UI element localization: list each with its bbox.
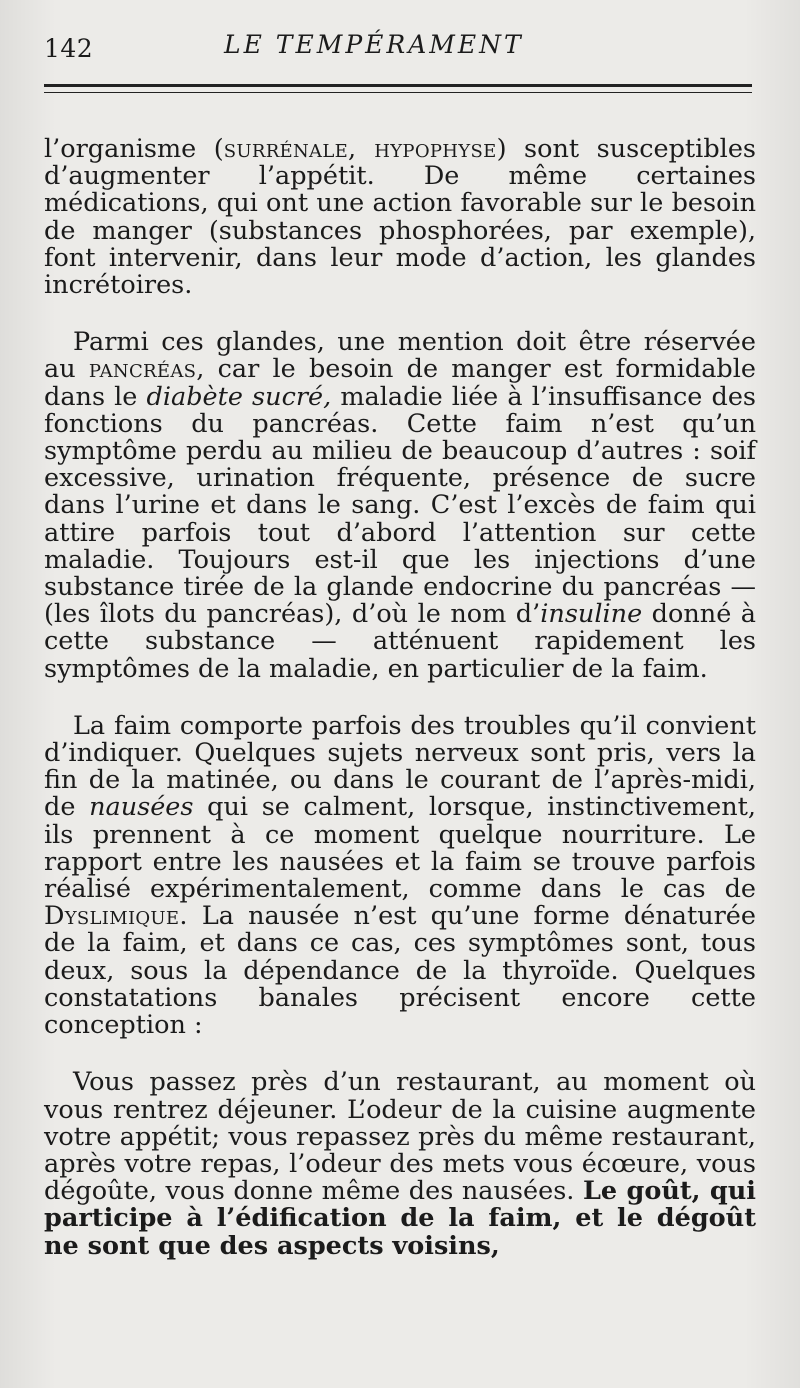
italic-segment: nausées	[89, 792, 194, 823]
page-number: 142	[44, 34, 94, 63]
small-caps-segment: pancréas	[88, 354, 197, 385]
header-rule	[44, 84, 752, 93]
small-caps-segment: surrénale, hypophyse	[223, 134, 497, 164]
paragraph-2	[44, 329, 756, 683]
text-segment: Parmi ces glandes, une mention doit être réservée au	[44, 327, 756, 385]
text-segment: Vous passez près d’un restaurant, au moment où vous rentrez déjeuner. L’odeur de la cuisine augmente votre appétit; vous repassez près du même restaurant, après votre repas, l’odeur des mets vous écœure, vous dégoûte, vous donne même des nausées.	[44, 1067, 756, 1207]
text-segment: , car le besoin de manger est formidable dans le	[44, 354, 756, 412]
text-segment: donné à cette substance — atténuent rapidement les symptômes de la maladie, en particulier de la faim.	[44, 599, 756, 684]
text-segment: La faim comporte parfois des troubles qu’il convient d’indiquer. Quelques sujets nerveux sont pris, vers la fin de la matinée, ou dans le courant de l’après-midi, de	[44, 710, 756, 823]
text-segment: l’organisme (	[44, 134, 224, 164]
text-segment: La nausée n’est qu’une forme dénaturée de la faim, et dans ce cas, ces symptômes sont, tous deux, sous la dépendance de la thyroïde. Quelques constatations banales précisent encore cette conception :	[44, 901, 756, 1041]
page-header	[44, 30, 750, 70]
body-text	[44, 136, 756, 1260]
text-segment: maladie liée à l’insuffisance des fonctions du pancréas. Cette faim n’est qu’un symptôme perdu au milieu de beaucoup d’autres : soif excessive, urination fréquente, présence de sucre dans l’urine et dans le sang. C’est l’excès de faim qui attire parfois tout d’abord l’attention sur cette maladie. Toujours est-il que les injections d’une substance tirée de la glande endocrine du pancréas — (les îlots du pancréas), d’où le nom d’	[44, 381, 757, 630]
text-segment: qui se calment, lorsque, instinctivement, ils prennent à ce moment quelque nourriture. Le rapport entre les nausées et la faim se trouve parfois réalisé expérimentalement, comme dans le cas de	[44, 792, 756, 905]
paragraph-4	[44, 1069, 756, 1259]
bold-segment: Le goût, qui participe à l’édification de la faim, et le dégoût ne sont que des aspects voisins,	[44, 1176, 756, 1261]
italic-segment: diabète sucré,	[146, 381, 332, 412]
paragraph-3	[44, 710, 756, 1041]
paragraph-1	[44, 136, 756, 299]
italic-segment: insuline	[540, 599, 643, 630]
running-title: LE TEMPÉRAMENT	[224, 30, 524, 59]
text-segment: ) sont susceptibles d’augmenter l’appétit. De même certaines médications, qui ont une action favorable sur le besoin de manger (substances phosphorées, par exemple), font intervenir, dans leur mode d’action, les glandes incrétoires.	[44, 134, 756, 301]
small-caps-segment: Dyslimique.	[44, 901, 188, 932]
